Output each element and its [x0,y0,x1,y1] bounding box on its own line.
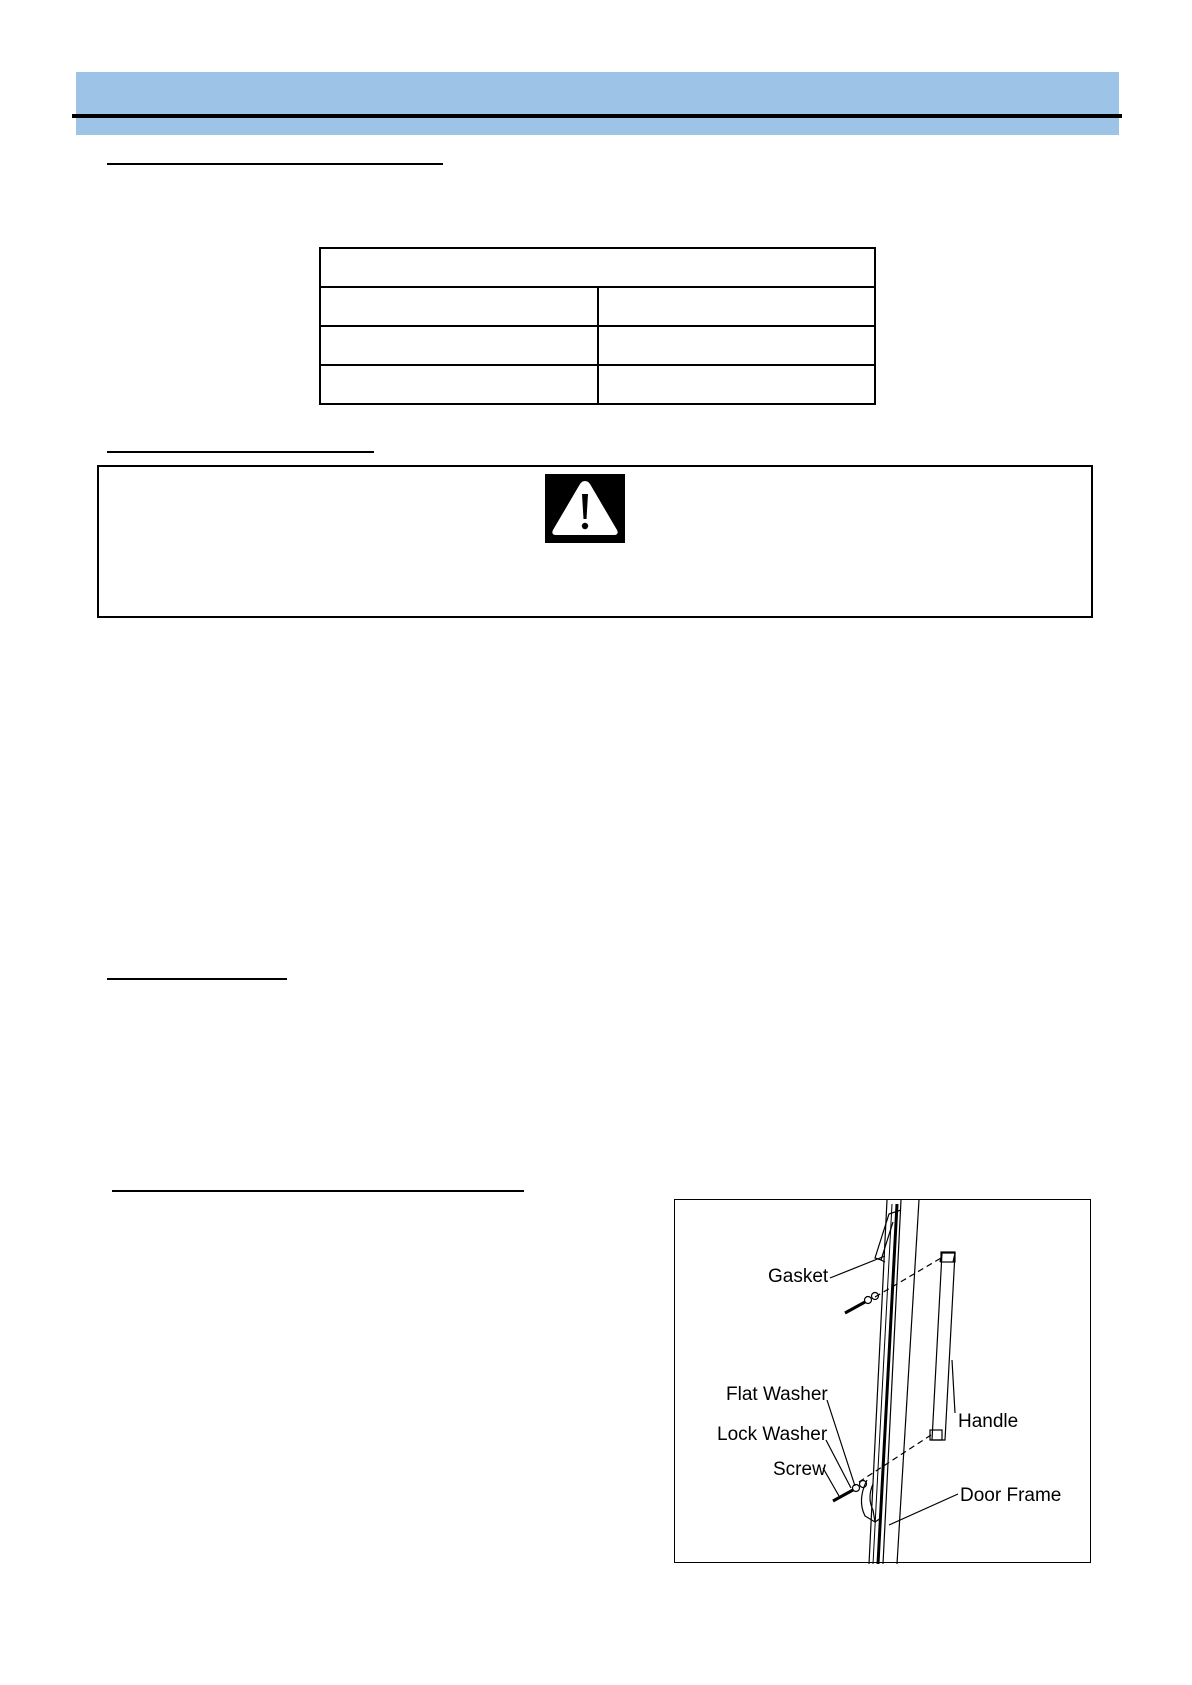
diagram-drawing [675,1200,1092,1564]
label-door-frame: Door Frame [960,1485,1062,1506]
table-cell [320,326,598,365]
handle-installation-diagram [674,1199,1091,1563]
header-rule [72,114,1122,118]
table-row [320,326,875,365]
label-lock-washer: Lock Washer [717,1424,828,1445]
table-cell [320,365,598,404]
section-heading-3-underline [107,978,287,980]
table-cell [598,365,876,404]
spec-table [319,247,876,405]
label-gasket: Gasket [768,1266,829,1287]
table-cell [320,287,598,326]
table-cell [598,287,876,326]
table-cell [598,326,876,365]
section-heading-4-underline [112,1190,524,1192]
label-flat-washer: Flat Washer [726,1384,828,1405]
table-row [320,287,875,326]
label-handle: Handle [958,1411,1019,1432]
label-screw: Screw [773,1459,826,1480]
header-band [76,72,1119,135]
warning-triangle-icon [545,474,625,543]
spec-table-header [320,248,875,287]
section-heading-1-underline [107,163,443,165]
table-row [320,365,875,404]
section-heading-2-underline [107,451,374,453]
